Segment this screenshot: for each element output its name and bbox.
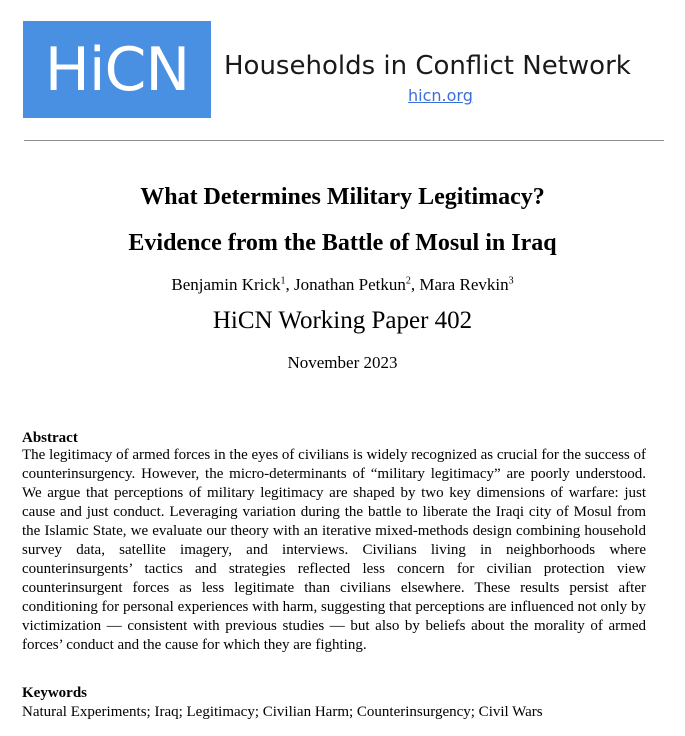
author-separator: , bbox=[285, 275, 294, 294]
author-separator: , bbox=[410, 275, 420, 294]
abstract-text: The legitimacy of armed forces in the eyes of civilians is widely recognized as crucial for the success of counterinsurgency. However, the micro-determinants of “military legitimacy” are poorly understood. We argue that perceptions of military legitimacy are shaped by two key dimensions of warfare: just cause and just conduct. Leveraging variation during the battle to liberate the Iraqi city of Mosul from the Islamic State, we evaluate our theory with an iterative mixed-methods design combining household survey data, satellite imagery, and interviews. Civilians living in neighborhoods where counterinsurgents’ tactics and strategies reflected less concern for civilian protection view counterinsurgent forces as less legitimate than civilians elsewhere. These results persist after conditioning for personal experiences with harm, suggesting that perceptions are influenced not only by victimization — consistent with previous studies — but also by beliefs about the morality of armed forces’ conduct and the cause for which they are fighting. bbox=[22, 447, 646, 653]
keywords-heading: Keywords bbox=[22, 685, 87, 701]
author-affiliation: 2 bbox=[405, 275, 411, 287]
logo-text: HiCN bbox=[44, 34, 190, 105]
abstract-heading: Abstract bbox=[22, 430, 78, 446]
network-name: Households in Conflict Network bbox=[224, 51, 631, 81]
author-affiliation: 3 bbox=[508, 275, 514, 287]
network-website-link[interactable]: hicn.org bbox=[408, 86, 473, 105]
author-name: Mara Revkin bbox=[419, 275, 509, 294]
hicn-logo bbox=[23, 21, 211, 118]
working-paper-number: HiCN Working Paper 402 bbox=[212, 307, 473, 334]
paper-title-line-1: What Determines Military Legitimacy? bbox=[140, 184, 545, 210]
header-divider bbox=[24, 140, 664, 141]
keywords-text: Natural Experiments; Iraq; Legitimacy; Civilian Harm; Counterinsurgency; Civil Wars bbox=[22, 704, 543, 720]
author-name: Benjamin Krick bbox=[171, 275, 281, 294]
publication-date: November 2023 bbox=[287, 353, 398, 372]
author-list bbox=[0, 275, 685, 295]
author-name: Jonathan Petkun bbox=[293, 275, 406, 294]
author-affiliation: 1 bbox=[280, 275, 286, 287]
paper-title-line-2: Evidence from the Battle of Mosul in Iraq bbox=[128, 230, 557, 256]
